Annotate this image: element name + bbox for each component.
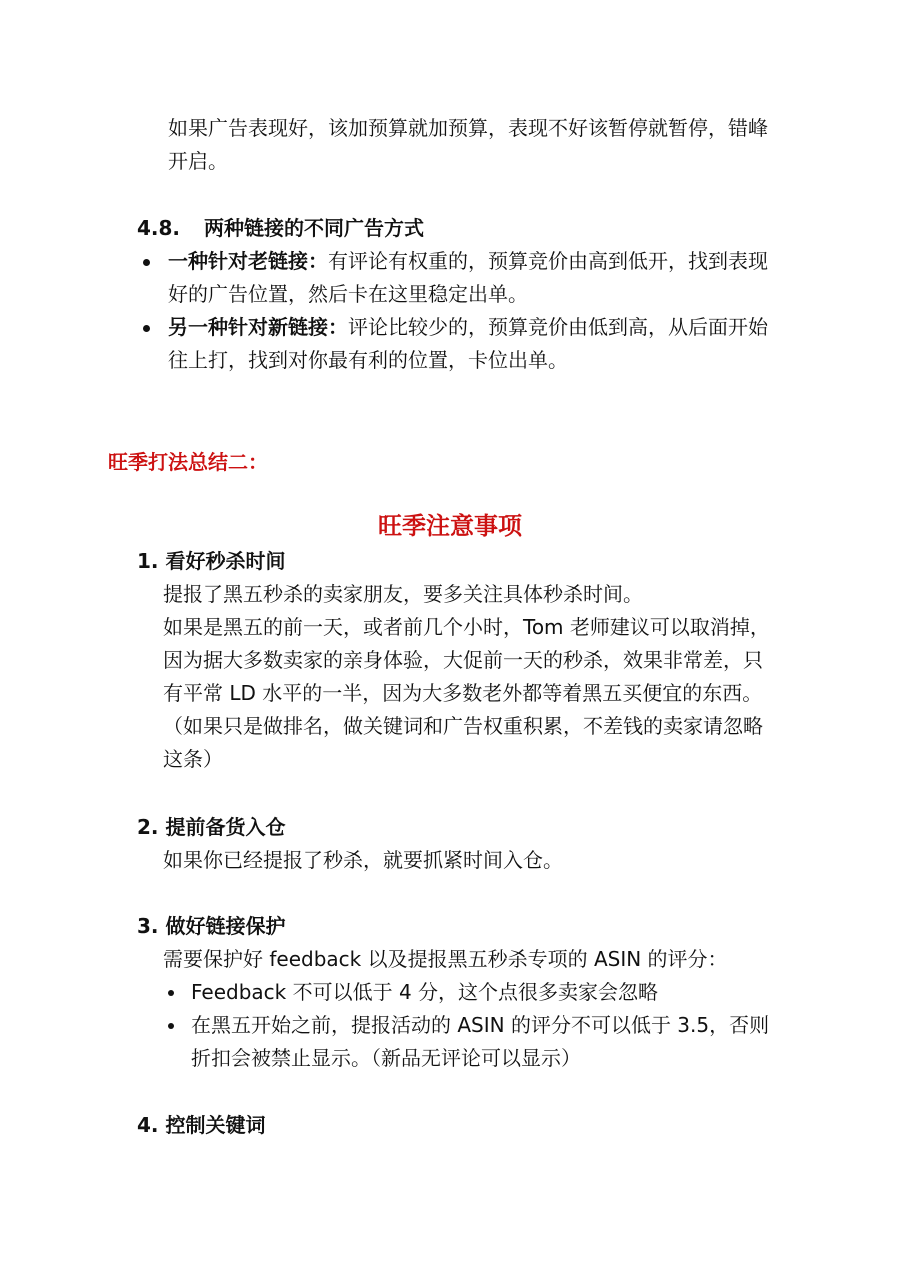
summary-heading: 旺季打法总结二： [108, 450, 268, 474]
bullet-dot-icon [168, 1023, 174, 1029]
section-heading: 1. 看好秒杀时间 [137, 549, 286, 573]
paragraph-line: 这条） [163, 747, 223, 771]
list-item-continuation: 往上打，找到对你最有利的位置，卡位出单。 [168, 348, 568, 372]
list-item-text: 评论比较少的，预算竞价由低到高，从后面开始 [348, 315, 768, 339]
list-item: Feedback 不可以低于 4 分，这个点很多卖家会忽略 [191, 980, 659, 1004]
section-heading-number: 4.8. [137, 216, 181, 240]
section-heading: 3. 做好链接保护 [137, 914, 286, 938]
section-heading: 2. 提前备货入仓 [137, 815, 286, 839]
paragraph-line: 提报了黑五秒杀的卖家朋友，要多关注具体秒杀时间。 [163, 582, 643, 606]
paragraph-line: 需要保护好 feedback 以及提报黑五秒杀专项的 ASIN 的评分： [163, 947, 728, 971]
bullet-dot-icon [168, 990, 174, 996]
section-heading-title: 两种链接的不同广告方式 [204, 216, 424, 240]
page-title: 旺季注意事项 [378, 512, 522, 540]
list-item-label: 一种针对老链接： [168, 249, 328, 273]
paragraph-line: 开启。 [168, 149, 228, 173]
list-item [168, 311, 768, 344]
list-item-text: 有评论有权重的，预算竞价由高到低开，找到表现 [328, 249, 768, 273]
paragraph-line: 有平常 LD 水平的一半，因为大多数老外都等着黑五买便宜的东西。 [163, 681, 763, 705]
list-item-label: 另一种针对新链接： [168, 315, 348, 339]
list-item-continuation: 好的广告位置，然后卡在这里稳定出单。 [168, 282, 528, 306]
paragraph-line: （如果只是做排名，做关键词和广告权重积累，不差钱的卖家请忽略 [163, 714, 763, 738]
list-item-continuation: 折扣会被禁止显示。（新品无评论可以显示） [191, 1046, 581, 1070]
paragraph-line: 如果你已经提报了秒杀，就要抓紧时间入仓。 [163, 848, 563, 872]
paragraph-line: 如果是黑五的前一天，或者前几个小时，Tom 老师建议可以取消掉， [163, 615, 770, 639]
bullet-dot-icon [143, 325, 150, 332]
section-heading: 4. 控制关键词 [137, 1113, 266, 1137]
list-item [168, 245, 768, 278]
list-item: 在黑五开始之前，提报活动的 ASIN 的评分不可以低于 3.5，否则 [191, 1013, 770, 1037]
bullet-dot-icon [143, 259, 150, 266]
paragraph-line: 因为据大多数卖家的亲身体验，大促前一天的秒杀，效果非常差，只 [163, 648, 763, 672]
paragraph-line: 如果广告表现好，该加预算就加预算，表现不好该暂停就暂停，错峰 [168, 116, 768, 140]
